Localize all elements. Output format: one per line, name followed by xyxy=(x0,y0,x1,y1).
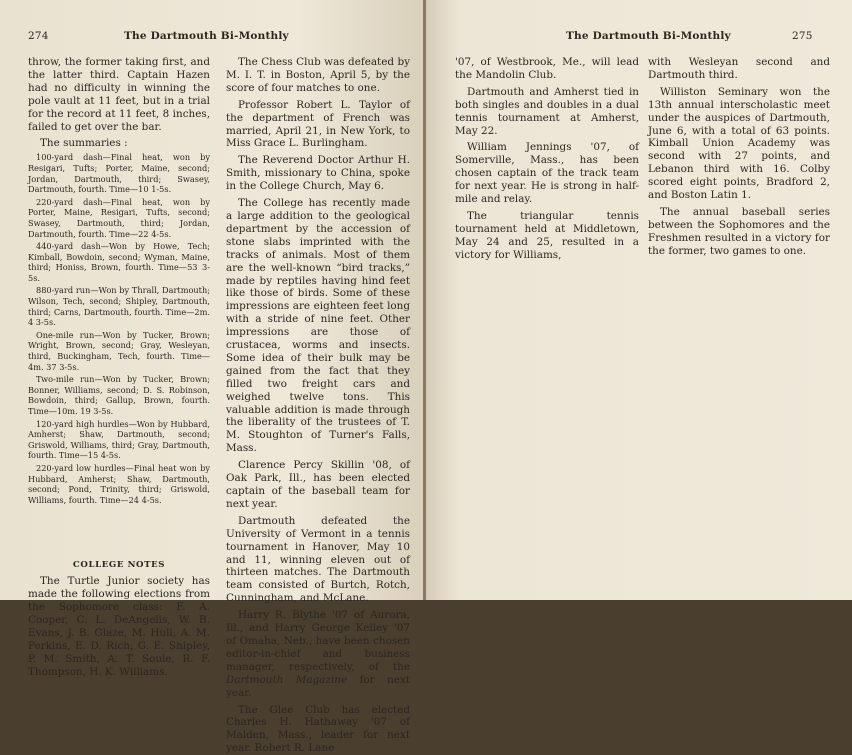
summaries-label: The summaries : xyxy=(28,137,210,150)
left-column-1 xyxy=(28,56,210,679)
paragraph: The annual baseball series between the Sophomores and the Freshmen resulted in a victory for the former, two games to one. xyxy=(648,206,830,258)
summary-item: 100-yard dash—Final heat, won by Resigari, Tufts; Porter, Maine, second; Jordan, Dartmouth, third; Swasey, Dartmouth, fourth. Time—10 1-5s. xyxy=(28,152,210,194)
summary-item: 220-yard low hurdles—Final heat won by Hubbard, Amherst; Shaw, Dartmouth, second; Pond, Trinity, third; Griswold, Williams, fourth. Time—24 4-5s. xyxy=(28,463,210,505)
paragraph: William Jennings '07, of Somerville, Mass., has been chosen captain of the track team for next year. He is strong in half-mile and relay. xyxy=(455,141,639,206)
paragraph: The Reverend Doctor Arthur H. Smith, missionary to China, spoke in the College Church, May 6. xyxy=(226,154,410,193)
summary-item: One-mile run—Won by Tucker, Brown; Wright, Brown, second; Gray, Wesleyan, third, Buckingham, Tech, fourth. Time—4m. 37 3-5s. xyxy=(28,330,210,372)
paragraph: The College has recently made a large addition to the geological department by the accession of stone slabs imprinted with the tracks of animals. Most of them are the well-known “bird tracks,” made by reptiles having hind feet like those of birds. Some of these impressions are eighteen feet long with a stride of nine feet. Other impressions are those of crustacea, worms and insects. Some idea of their bulk may be gained from the fact that they filled two freight cars and weighed twelve tons. This valuable addition is made through the liberality of the trustees of T. M. Stoughton of Turner's Falls, Mass. xyxy=(226,197,410,455)
paragraph: The Chess Club was defeated by M. I. T. in Boston, April 5, by the score of four matches to one. xyxy=(226,56,410,95)
right-column-2 xyxy=(648,56,830,258)
left-column-2 xyxy=(226,56,410,755)
paragraph: Clarence Percy Skillin '08, of Oak Park, Ill., has been elected captain of the baseball team for next year. xyxy=(226,459,410,511)
summary-item: Two-mile run—Won by Tucker, Brown; Bonner, Williams, second; D. S. Robinson, Bowdoin, third; Gallup, Brown, fourth. Time—10m. 19 3-5s. xyxy=(28,374,210,416)
summary-item: 120-yard high hurdles—Won by Hubbard, Amherst; Shaw, Dartmouth, second; Griswold, Williams, third; Gray, Dartmouth, fourth. Time—15 4-5s. xyxy=(28,419,210,461)
summaries-list xyxy=(28,152,210,505)
text-run: for next year. xyxy=(226,674,410,699)
summary-item: 220-yard dash—Final heat, won by Porter, Maine, Resigari, Tufts, second; Swasey, Dartmouth, third; Jordan, Dartmouth, fourth. Time—22 4-5s. xyxy=(28,197,210,239)
running-head: The Dartmouth Bi-Monthly xyxy=(566,30,731,42)
left-page xyxy=(0,0,424,600)
text-run: Harry R. Blythe '07 of Aurora, Ill., and Harry George Kelley '07 of Omaha, Neb., have been chosen editor-in-chief and business manager, respectively, of the xyxy=(226,609,410,673)
right-page xyxy=(426,0,852,600)
paragraph: with Wesleyan second and Dartmouth third. xyxy=(648,56,830,82)
page-number: 274 xyxy=(28,30,49,42)
right-column-1 xyxy=(455,56,639,262)
paragraph: throw, the former taking first, and the latter third. Captain Hazen had no difficulty in winning the pole vault at 11 feet, but in a trial for the record at 11 feet, 8 inches, failed to get over the bar. xyxy=(28,56,210,133)
paragraph: Williston Seminary won the 13th annual interscholastic meet under the auspices of Dartmouth, June 6, with a total of 63 points. Kimball Union Academy was second with 27 points, and Lebanon third with 16. Colby scored eight points, Bradford 2, and Boston Latin 1. xyxy=(648,86,830,202)
summary-item: 880-yard run—Won by Thrall, Dartmouth; Wilson, Tech, second; Shipley, Dartmouth, third; Carns, Dartmouth, fourth. Time—2m. 4 3-5s. xyxy=(28,285,210,327)
section-heading: COLLEGE NOTES xyxy=(28,559,210,572)
running-head: The Dartmouth Bi-Monthly xyxy=(124,30,289,42)
paragraph: Professor Robert L. Taylor of the department of French was married, April 21, in New York, to Miss Grace L. Burlingham. xyxy=(226,99,410,151)
paragraph: The Glee Club has elected Charles H. Hathaway '07 of Malden, Mass., leader for next year. Robert R. Lane xyxy=(226,704,410,755)
paragraph: The triangular tennis tournament held at Middletown, May 24 and 25, resulted in a victory for Williams, xyxy=(455,210,639,262)
paragraph: The Turtle Junior society has made the following elections from the Sophomore class: F. A. Cooper, C. L. DeAngelis, W. B. Evans, J. B. Glaze, M. Hull, A. M. Perkins, E. D. Rich, G. E. Shipley, P. M. Smith, A. T. Soule, R. F. Thompson, H. K. Williams. xyxy=(28,575,210,678)
paragraph: Dartmouth defeated the University of Vermont in a tennis tournament in Hanover, May 10 and 11, winning eleven out of thirteen matches. The Dartmouth team consisted of Burtch, Rotch, Cunningham, and McLane. xyxy=(226,515,410,605)
page-number: 275 xyxy=(792,30,813,42)
paragraph xyxy=(226,609,410,699)
paragraph: Dartmouth and Amherst tied in both singles and doubles in a dual tennis tournament at Amherst, May 22. xyxy=(455,86,639,138)
paragraph: '07, of Westbrook, Me., will lead the Mandolin Club. xyxy=(455,56,639,82)
summary-item: 440-yard dash—Won by Howe, Tech; Kimball, Bowdoin, second; Wyman, Maine, third; Honiss, Brown, fourth. Time—53 3-5s. xyxy=(28,241,210,283)
magazine-title: Dartmouth Magazine xyxy=(226,674,347,686)
